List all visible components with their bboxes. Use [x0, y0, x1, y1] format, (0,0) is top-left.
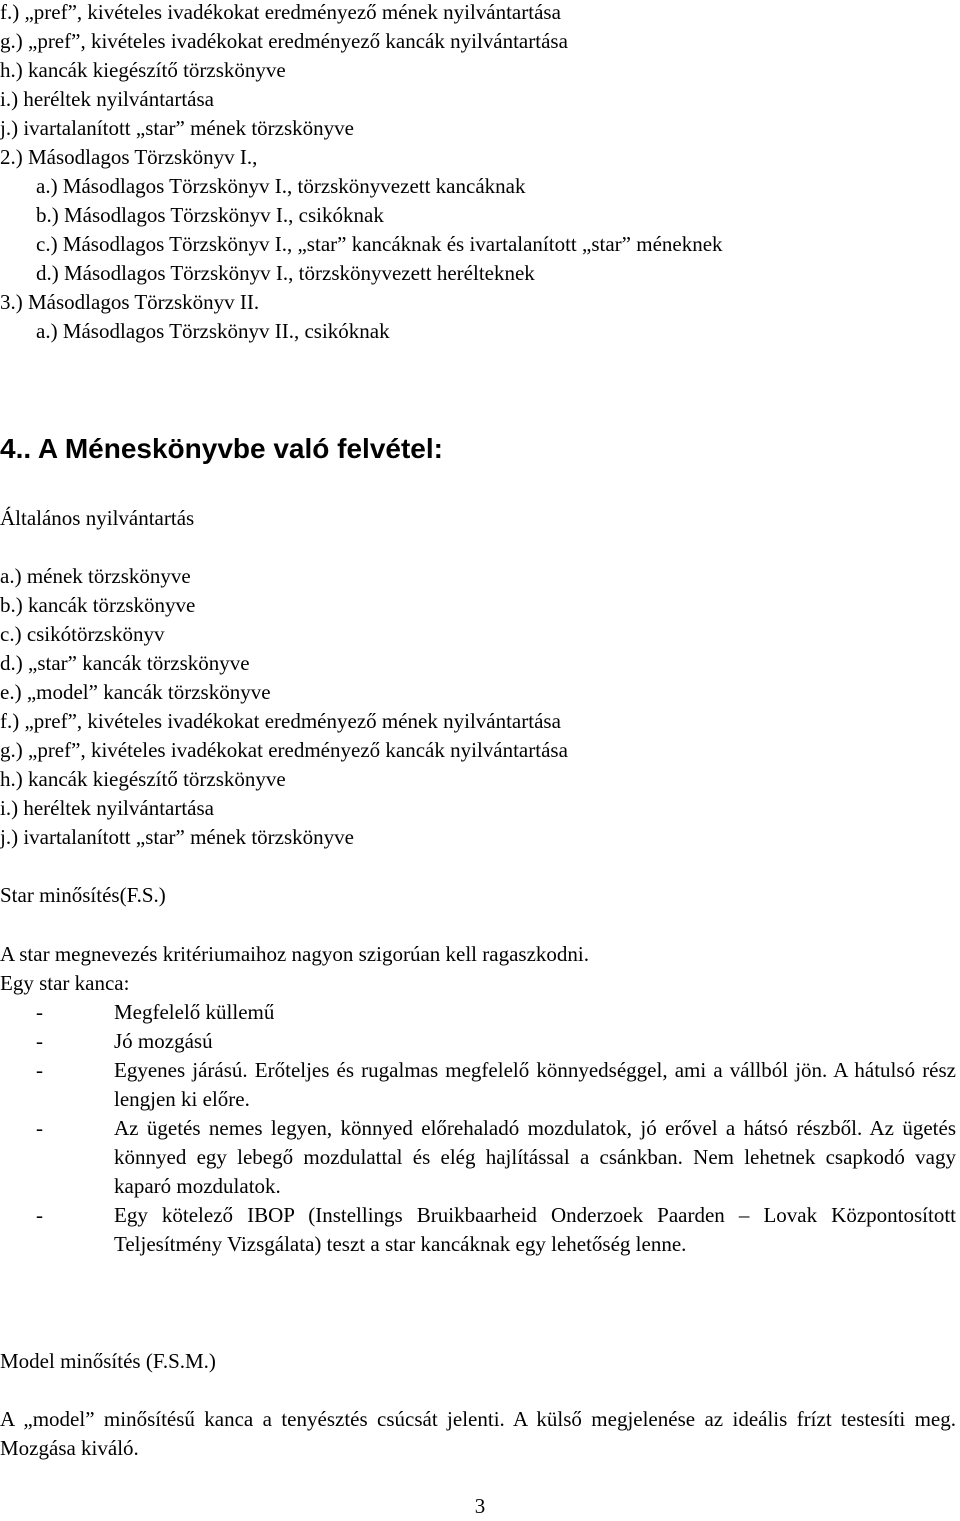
bullet-item	[0, 1056, 960, 1114]
bullet-text: Jó mozgású	[114, 1029, 213, 1053]
bullet-text: Egy kötelező IBOP (Instellings Bruikbaarheid Onderzoek Paarden – Lovak Központosított Teljesítmény Vizsgálata) teszt a star kancáknak egy lehetőség lenne.	[114, 1203, 956, 1256]
bullet-text: Megfelelő küllemű	[114, 1000, 275, 1024]
list-item: g.) „pref”, kivételes ivadékokat eredményező kancák nyilvántartása	[0, 738, 568, 762]
list-item: b.) kancák törzskönyve	[0, 593, 196, 617]
bullet-dash: -	[36, 1203, 43, 1227]
list-item: j.) ivartalanított „star” mének törzskönyve	[0, 116, 354, 140]
bullet-item	[0, 998, 960, 1027]
list-item: i.) heréltek nyilvántartása	[0, 87, 214, 111]
list-item: g.) „pref”, kivételes ivadékokat eredményező kancák nyilvántartása	[0, 29, 568, 53]
paragraph: A „model” minősítésű kanca a tenyésztés csúcsát jelenti. A külső megjelenése az ideális frízt testesíti meg. Mozgása kiváló.	[0, 1407, 956, 1460]
list-item: d.) Másodlagos Törzskönyv I., törzskönyvezett herélteknek	[36, 261, 535, 285]
paragraph: A star megnevezés kritériumaihoz nagyon szigorúan kell ragaszkodni.	[0, 942, 589, 966]
list-item: f.) „pref”, kivételes ivadékokat eredményező mének nyilvántartása	[0, 0, 561, 24]
bullet-text: Egyenes járású. Erőteljes és rugalmas megfelelő könnyedséggel, ami a vállból jön. A hátulsó rész lengjen ki előre.	[114, 1058, 956, 1111]
bullet-item	[0, 1201, 960, 1288]
bullet-item	[0, 1027, 960, 1056]
list-item: a.) mének törzskönyve	[0, 564, 191, 588]
bullet-dash: -	[36, 1116, 43, 1140]
subsection-title: Model minősítés (F.S.M.)	[0, 1349, 216, 1373]
list-item: f.) „pref”, kivételes ivadékokat eredményező mének nyilvántartása	[0, 709, 561, 733]
list-item: c.) Másodlagos Törzskönyv I., „star” kancáknak és ivartalanított „star” méneknek	[36, 232, 723, 256]
list-item: h.) kancák kiegészítő törzskönyve	[0, 58, 286, 82]
section-title: 2.) Másodlagos Törzskönyv I.,	[0, 145, 258, 169]
list-item: a.) Másodlagos Törzskönyv II., csikóknak	[36, 319, 390, 343]
bullet-item	[0, 1114, 960, 1201]
bullet-dash: -	[36, 1029, 43, 1053]
list-item: a.) Másodlagos Törzskönyv I., törzskönyvezett kancáknak	[36, 174, 526, 198]
list-item: b.) Másodlagos Törzskönyv I., csikóknak	[36, 203, 384, 227]
bullet-text: Az ügetés nemes legyen, könnyed előrehaladó mozdulatok, jó erővel a hátsó részből. Az ügetés könnyed egy lebegő mozdulattal és elég hajlítással a csánkban. Nem lehetnek csapkodó vagy kaparó mozdulatok.	[114, 1116, 956, 1198]
page-number: 3	[474, 1494, 486, 1518]
list-item: j.) ivartalanított „star” mének törzskönyve	[0, 825, 354, 849]
bullet-dash: -	[36, 1000, 43, 1024]
list-item: e.) „model” kancák törzskönyve	[0, 680, 271, 704]
section-heading: 4.. A Méneskönyvbe való felvétel:	[0, 433, 443, 464]
list-item: d.) „star” kancák törzskönyve	[0, 651, 250, 675]
list-item: c.) csikótörzskönyv	[0, 622, 165, 646]
bullet-dash: -	[36, 1058, 43, 1082]
paragraph-label: Egy star kanca:	[0, 971, 130, 995]
list-item: h.) kancák kiegészítő törzskönyve	[0, 767, 286, 791]
subsection-title: Általános nyilvántartás	[0, 506, 195, 530]
subsection-title: Star minősítés(F.S.)	[0, 883, 166, 907]
section-title: 3.) Másodlagos Törzskönyv II.	[0, 290, 260, 314]
list-item: i.) heréltek nyilvántartása	[0, 796, 214, 820]
